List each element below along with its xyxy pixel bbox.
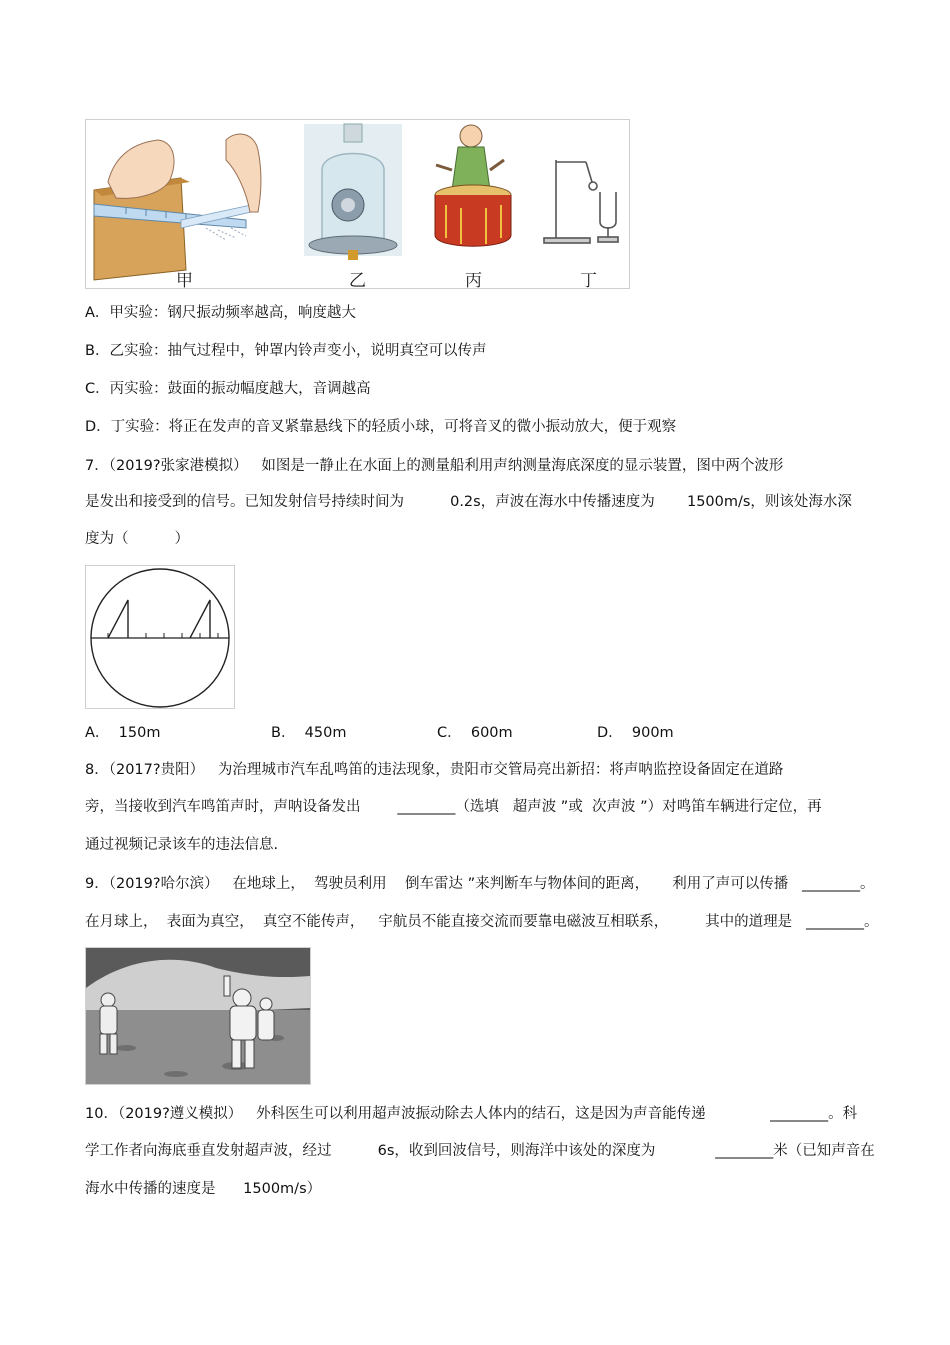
drum-illustration [435,125,511,246]
moon-astronauts-drawing [86,948,310,1084]
q10-line-2: 学工作者向海底垂直发射超声波，经过 6s，收到回波信号，则海洋中该处的深度为 ________米（已知声音在 [85,1143,875,1159]
figure-label-bing: 丙 [465,271,482,291]
q6-figure [85,119,630,289]
q6-option-b: B．乙实验：抽气过程中，钟罩内铃声变小，说明真空可以传声 [85,343,487,359]
q10-line-1: 10．（2019?遵义模拟） 外科医生可以利用超声波振动除去人体内的结石，这是因为声音能传递 ________。科 [85,1106,858,1122]
figure-label-jia: 甲 [176,271,193,291]
figure-label-yi: 乙 [349,271,366,291]
q6-option-c: C．丙实验：鼓面的振动幅度越大，音调越高 [85,381,371,397]
q6-option-a: A．甲实验：钢尺振动频率越高，响度越大 [85,305,356,321]
q6-figure-drawing [86,120,629,288]
q9-line-2: 在月球上， 表面为真空， 真空不能传声， 宇航员不能直接交流而要靠电磁波互相联系， 其中的道理是 ________。 [85,914,879,930]
q7-line-2: 是发出和接受到的信号。已知发射信号持续时间为 0.2s，声波在海水中传播速度为 1500m/s，则该处海水深 [85,494,852,510]
ruler-experiment-illustration [94,134,261,280]
q6-option-d: D．丁实验：将正在发声的音叉紧靠悬线下的轻质小球，可将音叉的微小振动放大，便于观察 [85,419,677,435]
q8-line-1: 8．（2017?贵阳） 为治理城市汽车乱鸣笛的违法现象，贵阳市交管局亮出新招：将声呐监控设备固定在道路 [85,762,784,778]
q10-line-3: 海水中传播的速度是 1500m/s） [85,1181,322,1197]
q7-option-d: D． 900m [597,725,674,741]
q7-option-c: C． 600m [437,725,513,741]
bell-jar-illustration [304,124,402,260]
q7-line-3: 度为（ ） [85,531,190,547]
tuning-fork-illustration [544,160,618,243]
q9-line-1: 9．（2019?哈尔滨） 在地球上， 驾驶员利用 倒车雷达 ”来判断车与物体间的距离， 利用了声可以传播 ________。 [85,876,875,892]
figure-label-ding: 丁 [580,271,597,291]
q7-line-1: 7．（2019?张家港模拟） 如图是一静止在水面上的测量船利用声纳测量海底深度的显示装置，图中两个波形 [85,458,784,474]
q7-option-b: B． 450m [271,725,347,741]
moon-astronauts-photo [85,947,311,1085]
q8-line-3: 通过视频记录该车的违法信息. [85,837,279,853]
q7-option-a: A． 150m [85,725,161,741]
sonar-display-figure [85,565,235,709]
q8-line-2: 旁，当接收到汽车鸣笛声时，声呐设备发出 ________（选填 超声波 ”或 次声波 ”）对鸣笛车辆进行定位，再 [85,799,822,815]
sonar-display-drawing [86,566,234,708]
